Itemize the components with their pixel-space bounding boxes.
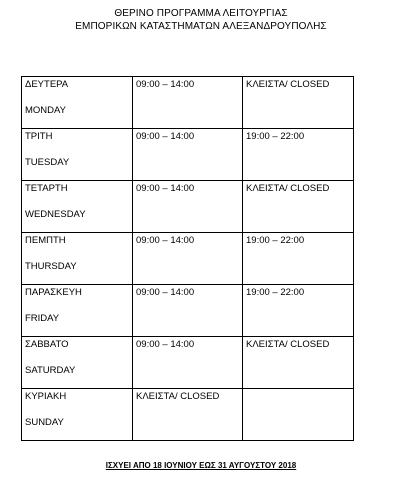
morning-hours: 09:00 – 14:00 bbox=[136, 183, 195, 194]
evening-hours: 19:00 – 22:00 bbox=[246, 131, 305, 142]
opening-hours-table bbox=[21, 76, 354, 441]
morning-hours: 09:00 – 14:00 bbox=[136, 287, 195, 298]
morning-hours: ΚΛΕΙΣΤΑ/ CLOSED bbox=[136, 391, 220, 402]
table-row bbox=[22, 181, 354, 233]
day-cell bbox=[22, 77, 133, 129]
day-cell bbox=[22, 285, 133, 337]
evening-hours-cell bbox=[243, 389, 354, 441]
validity-text: ΙΣΧΥΕΙ ΑΠΟ 18 ΙΟΥΝΙΟΥ ΕΩΣ 31 ΑΥΓΟΥΣΤΟΥ 2018 bbox=[105, 461, 297, 470]
day-name-english: SATURDAY bbox=[25, 365, 76, 376]
evening-hours-cell bbox=[243, 285, 354, 337]
day-cell bbox=[22, 129, 133, 181]
morning-hours: 09:00 – 14:00 bbox=[136, 339, 195, 350]
morning-hours-cell bbox=[133, 129, 243, 181]
table-row bbox=[22, 337, 354, 389]
morning-hours-cell bbox=[133, 233, 243, 285]
day-name-english: TUESDAY bbox=[25, 157, 70, 168]
table-row bbox=[22, 77, 354, 129]
evening-hours-cell bbox=[243, 337, 354, 389]
evening-hours-cell bbox=[243, 181, 354, 233]
evening-hours-cell bbox=[243, 233, 354, 285]
morning-hours-cell bbox=[133, 181, 243, 233]
morning-hours-cell bbox=[133, 389, 243, 441]
table-row bbox=[22, 233, 354, 285]
day-cell bbox=[22, 233, 133, 285]
document-subtitle: ΕΜΠΟΡΙΚΩΝ ΚΑΤΑΣΤΗΜΑΤΩΝ ΑΛΕΞΑΝΔΡΟΥΠΟΛΗΣ bbox=[75, 21, 327, 32]
day-name-greek: ΔΕΥΤΕΡΑ bbox=[25, 79, 69, 90]
morning-hours-cell bbox=[133, 285, 243, 337]
morning-hours-cell bbox=[133, 77, 243, 129]
document-title: ΘΕΡΙΝΟ ΠΡΟΓΡΑΜΜΑ ΛΕΙΤΟΥΡΓΙΑΣ bbox=[114, 8, 288, 19]
day-name-english: MONDAY bbox=[25, 105, 66, 116]
evening-hours: 19:00 – 22:00 bbox=[246, 287, 305, 298]
evening-hours-cell bbox=[243, 129, 354, 181]
day-name-greek: ΤΡΙΤΗ bbox=[25, 131, 53, 142]
evening-hours: 19:00 – 22:00 bbox=[246, 235, 305, 246]
morning-hours: 09:00 – 14:00 bbox=[136, 79, 195, 90]
morning-hours-cell bbox=[133, 337, 243, 389]
table-row bbox=[22, 129, 354, 181]
day-name-english: FRIDAY bbox=[25, 313, 60, 324]
day-name-english: WEDNESDAY bbox=[25, 209, 86, 220]
day-name-greek: ΠΕΜΠΤΗ bbox=[25, 235, 66, 246]
day-name-greek: ΤΕΤΑΡΤΗ bbox=[25, 183, 68, 194]
validity-note bbox=[0, 461, 402, 471]
day-cell bbox=[22, 337, 133, 389]
table-row bbox=[22, 285, 354, 337]
morning-hours: 09:00 – 14:00 bbox=[136, 235, 195, 246]
day-name-greek: ΚΥΡΙΑΚΗ bbox=[25, 391, 67, 402]
day-name-greek: ΠΑΡΑΣΚΕΥΗ bbox=[25, 287, 82, 298]
evening-hours: ΚΛΕΙΣΤΑ/ CLOSED bbox=[246, 183, 330, 194]
day-name-english: SUNDAY bbox=[25, 417, 64, 428]
evening-hours-cell bbox=[243, 77, 354, 129]
day-cell bbox=[22, 389, 133, 441]
day-name-greek: ΣΑΒΒΑΤΟ bbox=[25, 339, 69, 350]
table-row bbox=[22, 389, 354, 441]
morning-hours: 09:00 – 14:00 bbox=[136, 131, 195, 142]
day-name-english: THURSDAY bbox=[25, 261, 77, 272]
day-cell bbox=[22, 181, 133, 233]
evening-hours: ΚΛΕΙΣΤΑ/ CLOSED bbox=[246, 339, 330, 350]
evening-hours: ΚΛΕΙΣΤΑ/ CLOSED bbox=[246, 79, 330, 90]
